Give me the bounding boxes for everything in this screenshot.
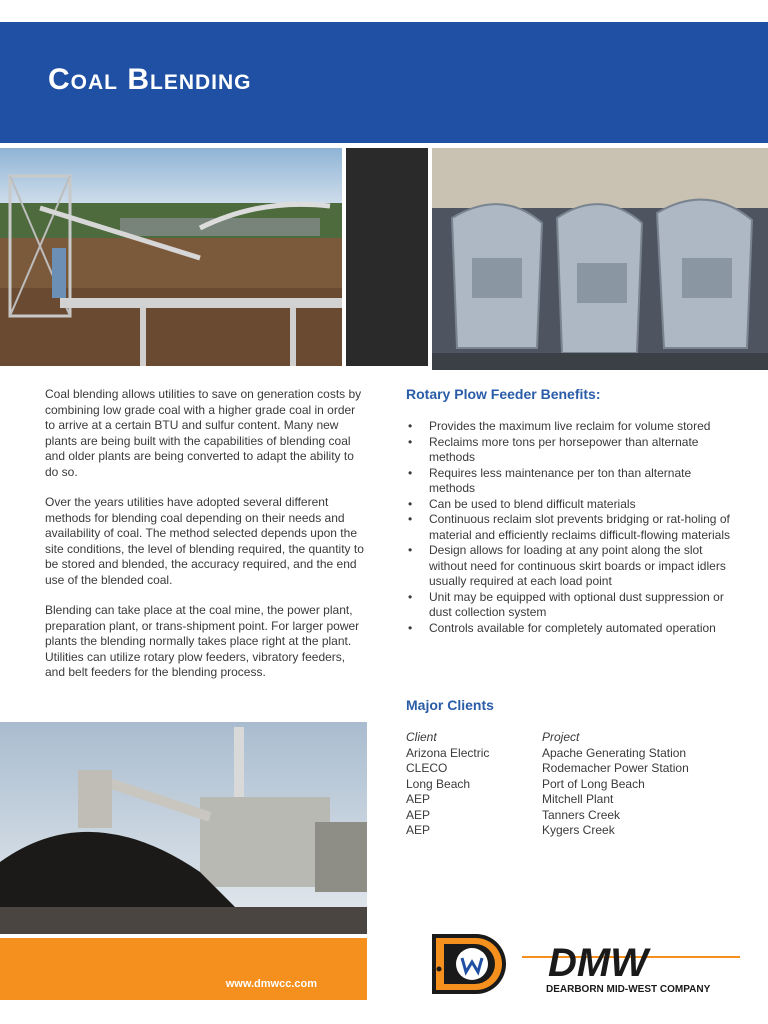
benefit-item: • Provides the maximum live reclaim for volume stored [406, 419, 736, 435]
project-name: Mitchell Plant [542, 792, 614, 806]
website-link[interactable]: www.dmwcc.com [225, 978, 317, 990]
client-name: AEP [406, 823, 431, 837]
intro-text [45, 387, 365, 696]
client-name: Arizona Electric [406, 745, 490, 760]
table-header-row [406, 730, 689, 746]
project-name: Tanners Creek [542, 807, 621, 822]
benefits-list [406, 419, 736, 636]
coal-yard-conveyor-photo [0, 148, 342, 366]
intro-paragraph: Coal blending allows utilities to save on generation costs by combining low grade coal with a higher grade coal in order to arrive at a certain BTU and sulfur content. Many new plants are being built with the capabilities of blending coal and older plants are being converted to adapt the ability to do so. [45, 387, 362, 479]
benefit-item: • Design allows for loading at any point along the slot without need for continuous skirt boards or impact idlers usually required at each load point [406, 543, 736, 590]
project-name: Rodemacher Power Station [542, 761, 689, 775]
benefit-item: • Controls available for completely automated operation [406, 621, 736, 637]
benefit-item: • Requires less maintenance per ton than alternate methods [406, 466, 736, 497]
client-name: AEP [406, 792, 431, 806]
client-name: Long Beach [406, 776, 471, 791]
intro-paragraph: Over the years utilities have adopted several different methods for blending coal depending on their needs and availability of coal. The method selected depends upon the site conditions, the level of blending required, the quantity to be stored and blended, the accuracy required, and the end use of the blended coal. [45, 495, 364, 587]
dmw-emblem-icon [432, 934, 506, 994]
client-column-header: Client [406, 730, 437, 744]
footer-bar [0, 938, 367, 1000]
client-name: CLECO [406, 761, 448, 775]
benefits-heading: Rotary Plow Feeder Benefits: [406, 386, 601, 402]
project-name: Kygers Creek [542, 823, 615, 837]
dmw-logo [428, 930, 740, 998]
logo-wordmark: DMW [548, 941, 648, 985]
project-name: Apache Generating Station [542, 745, 687, 760]
benefit-item: • Unit may be equipped with optional dust suppression or dust collection system [406, 590, 736, 621]
clients-table [406, 730, 689, 839]
intro-paragraph: Blending can take place at the coal mine, the power plant, preparation plant, or trans-shipment point. For larger power plants the blending normally takes place right at the plant. Utilities can utilize rotary plow feeders, vibratory feeders, and belt feeders for the blending process. [45, 603, 360, 679]
benefit-item: • Can be used to blend difficult materials [406, 497, 736, 513]
clients-heading: Major Clients [406, 697, 494, 713]
table-row [406, 761, 689, 777]
table-row [406, 792, 689, 808]
table-row [406, 823, 689, 839]
client-name: AEP [406, 807, 431, 822]
project-column-header: Project [542, 730, 580, 744]
table-row [406, 777, 689, 793]
page-title: Coal Blending [48, 63, 252, 96]
table-row [406, 746, 689, 762]
dark-accent-block [346, 148, 428, 366]
power-plant-coal-pile-photo [0, 722, 367, 934]
table-row [406, 808, 689, 824]
project-name: Port of Long Beach [542, 776, 645, 791]
benefit-item: • Reclaims more tons per horsepower than alternate methods [406, 435, 736, 466]
benefit-item: • Continuous reclaim slot prevents bridging or rat-holing of material and efficiently reclaims difficult-flowing materials [406, 512, 736, 543]
company-name: DEARBORN MID-WEST COMPANY [546, 984, 711, 995]
rotary-plow-feeders-photo [432, 148, 768, 370]
